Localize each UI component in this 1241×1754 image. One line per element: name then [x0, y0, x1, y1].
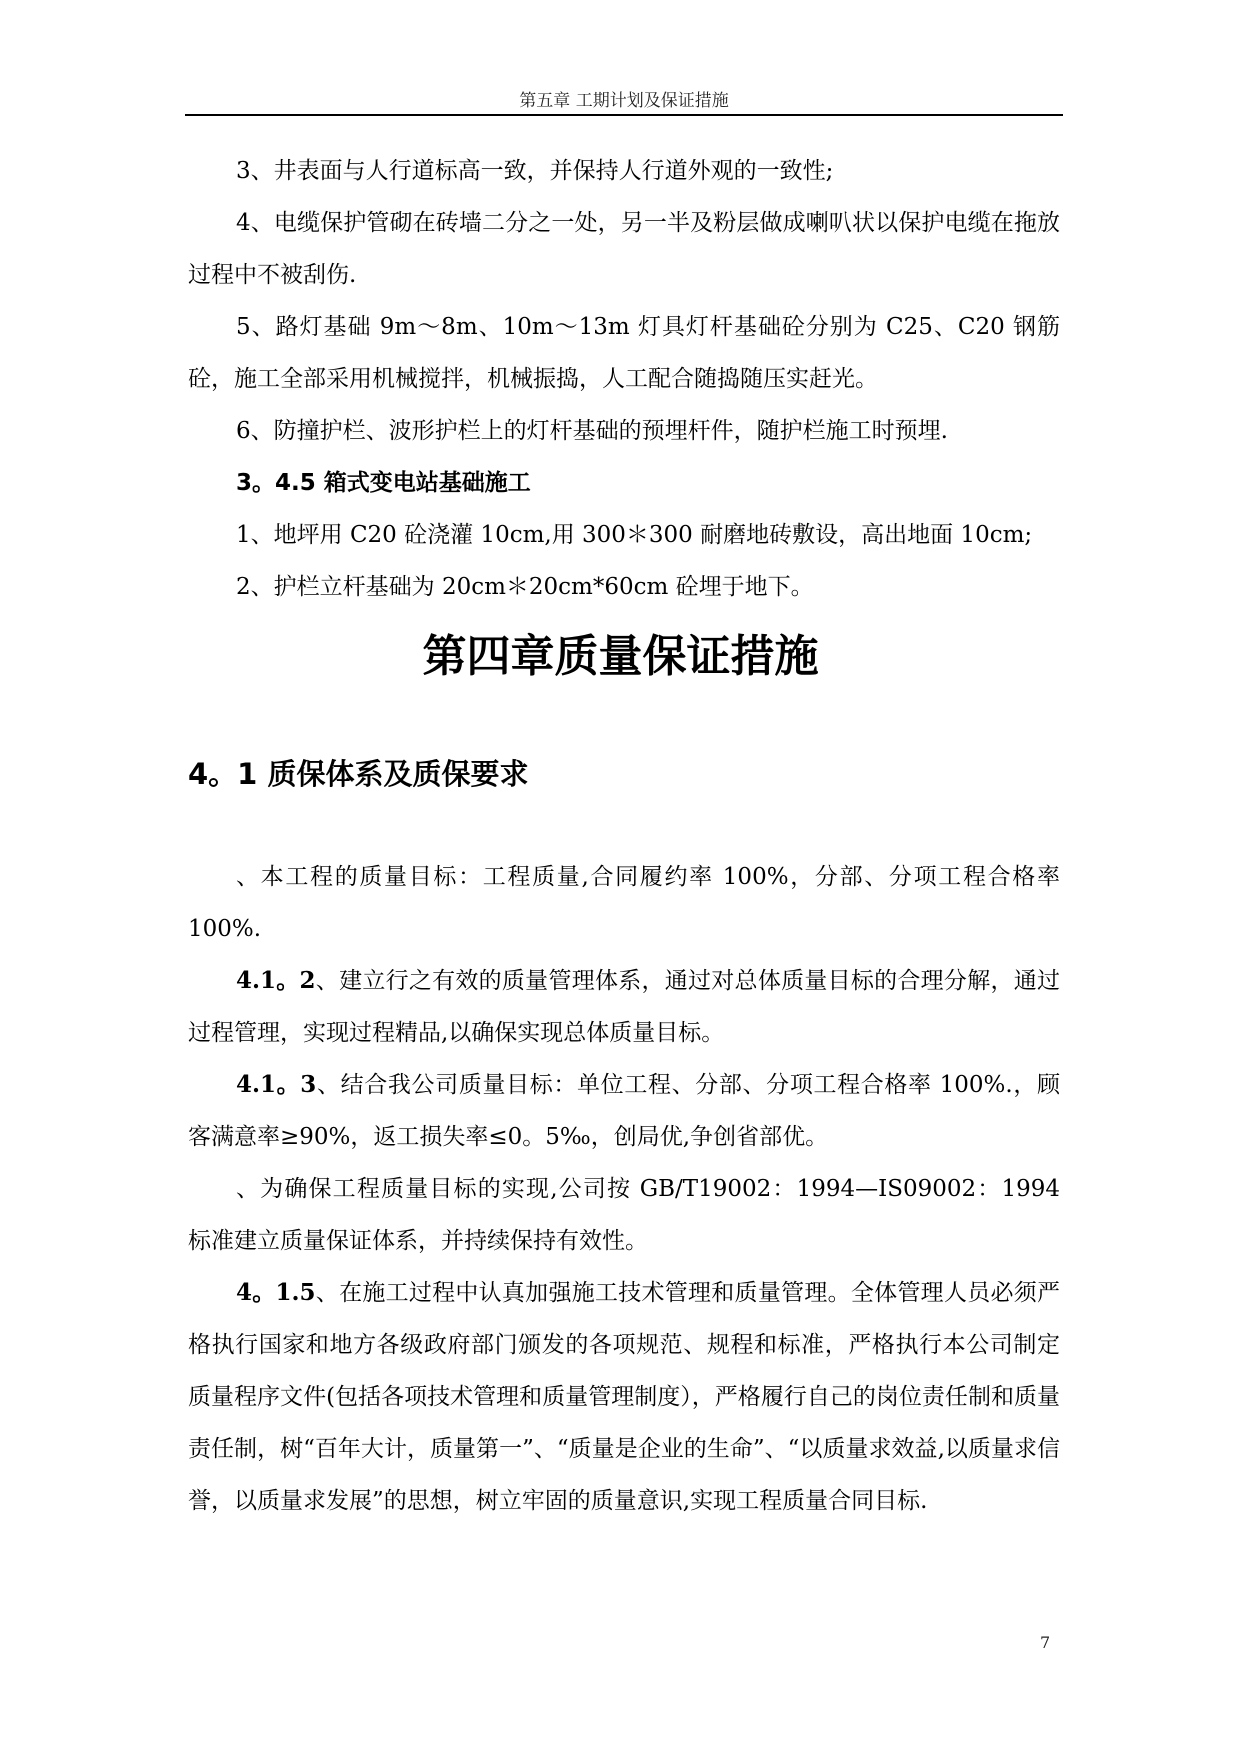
subsection-heading: 3。4.5 箱式变电站基础施工	[236, 470, 531, 496]
quality-requirements	[188, 851, 1060, 1527]
paragraph-r3	[188, 1059, 1060, 1163]
paragraph-r4: 、为确保工程质量目标的实现,公司按 GB/T19002：1994—IS09002：1994 标准建立质量保证体系，并持续保持有效性。	[188, 1176, 1060, 1254]
paragraph-4: 4、电缆保护管砌在砖墙二分之一处，另一半及粉层做成喇叭状以保护电缆在拖放过程中不被刮伤.	[188, 210, 1060, 288]
section-title: 4。1 质保体系及质保要求	[188, 757, 529, 791]
running-header: 第五章 工期计划及保证措施	[185, 86, 1063, 116]
paragraph-q2: 2、护栏立杆基础为 20cm＊20cm*60cm 砼埋于地下。	[236, 574, 814, 600]
paragraph-r5	[188, 1267, 1060, 1527]
paragraph-r2-number: 4.1。2	[236, 967, 316, 994]
paragraph-6: 6、防撞护栏、波形护栏上的灯杆基础的预埋杆件，随护栏施工时预埋.	[236, 418, 948, 444]
paragraph-r3-number: 4.1。3	[236, 1071, 317, 1098]
paragraph-r2	[188, 955, 1060, 1059]
paragraph-r3-text: 、结合我公司质量目标：单位工程、分部、分项工程合格率 100%.，顾客满意率≥90%，返工损失率≤0。5‰，创局优,争创省部优。	[188, 1072, 1060, 1150]
chapter-title: 第四章质量保证措施	[422, 631, 819, 682]
paragraph-5: 5、路灯基础 9m～8m、10m～13m 灯具灯杆基础砼分别为 C25、C20 钢筋砼，施工全部采用机械搅拌，机械振捣，人工配合随捣随压实赶光。	[188, 314, 1060, 392]
paragraph-3: 3、井表面与人行道标高一致，并保持人行道外观的一致性;	[236, 158, 834, 184]
construction-notes	[188, 145, 1060, 613]
paragraph-r5-number: 4。1.5	[236, 1279, 316, 1306]
paragraph-r2-text: 、建立行之有效的质量管理体系，通过对总体质量目标的合理分解，通过过程管理，实现过程精品,以确保实现总体质量目标。	[188, 968, 1060, 1046]
paragraph-q1: 1、地坪用 C20 砼浇灌 10cm,用 300＊300 耐磨地砖敷设，高出地面 10cm;	[236, 522, 1033, 548]
page-number: 7	[1040, 1633, 1051, 1652]
paragraph-r5-text: 、在施工过程中认真加强施工技术管理和质量管理。全体管理人员必须严格执行国家和地方各级政府部门颁发的各项规范、规程和标准，严格执行本公司制定质量程序文件(包括各项技术管理和质量管理制度），严格履行自己的岗位责任制和质量责任制，树“百年大计，质量第一”、“质量是企业的生命”、“以质量求效益,以质量求信誉，以质量求发展”的思想，树立牢固的质量意识,实现工程质量合同目标.	[188, 1280, 1060, 1514]
paragraph-r1: 、本工程的质量目标：工程质量,合同履约率 100%，分部、分项工程合格率 100%.	[188, 864, 1060, 942]
